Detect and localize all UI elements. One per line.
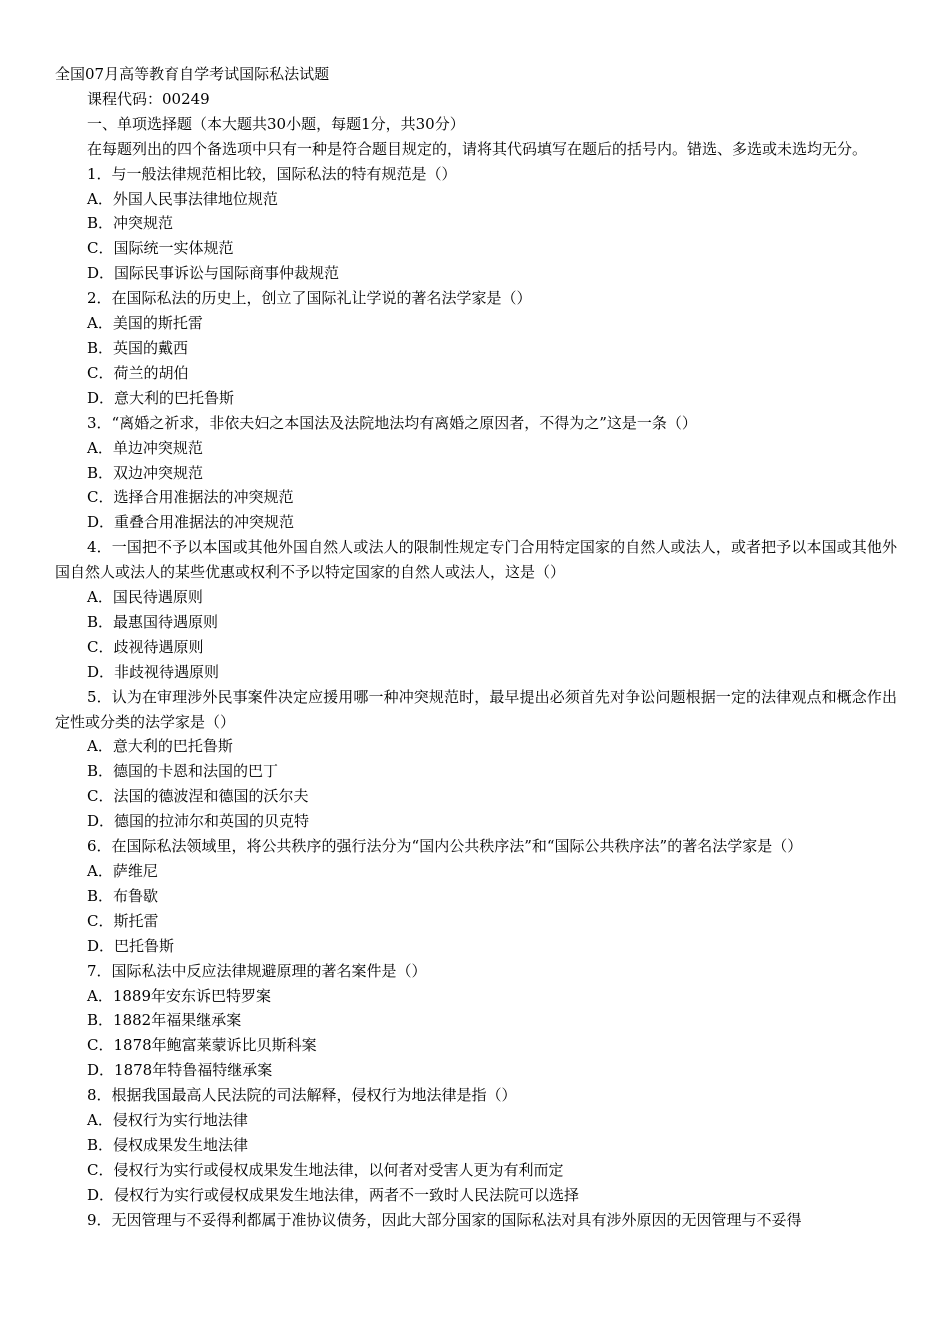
question-option: B．英国的戴西 [87, 338, 189, 357]
question-option: A．1889年安东诉巴特罗案 [87, 986, 272, 1005]
question-stem: 4．一国把不予以本国或其他外国自然人或法人的限制性规定专门合用特定国家的自然人或法人，或者把予以本国或其他外国自然人或法人的某些优惠或权利不予以特定国家的自然人或法人，这是（） [55, 538, 897, 582]
question-option: A．萨维尼 [87, 862, 158, 880]
question-option: A．意大利的巴托鲁斯 [87, 737, 233, 756]
question-1 [55, 162, 897, 287]
question-option: C．选择合用准据法的冲突规范 [87, 488, 294, 507]
question-option: B．双边冲突规范 [87, 463, 204, 482]
question-option: B．冲突规范 [87, 214, 174, 233]
question-option: A．外国人民事法律地位规范 [87, 189, 278, 208]
question-option: D．国际民事诉讼与国际商事仲裁规范 [87, 264, 340, 283]
question-option: D．非歧视待遇原则 [87, 662, 220, 681]
question-option: C．1878年鲍富莱蒙诉比贝斯科案 [87, 1036, 317, 1055]
question-2 [55, 286, 897, 411]
question-option: B．最惠国待遇原则 [87, 612, 219, 631]
question-stem: 1．与一般法律规范相比较，国际私法的特有规范是（） [87, 164, 457, 183]
question-option: C．斯托雷 [87, 911, 159, 930]
question-stem: 7．国际私法中反应法律规避原理的著名案件是（） [87, 961, 427, 980]
course-code: 课程代码：00249 [87, 89, 210, 108]
question-option: C．歧视待遇原则 [87, 637, 204, 656]
question-option: D．意大利的巴托鲁斯 [87, 388, 235, 407]
question-option: D．1878年特鲁福特继承案 [87, 1061, 273, 1080]
question-9 [55, 1208, 897, 1233]
question-7 [55, 959, 897, 1084]
question-option: D．重叠合用准据法的冲突规范 [87, 513, 295, 532]
question-option: C．侵权行为实行或侵权成果发生地法律，以何者对受害人更为有利而定 [87, 1160, 564, 1179]
question-option: B．德国的卡恩和法国的巴丁 [87, 762, 279, 781]
question-option: D．巴托鲁斯 [87, 936, 175, 955]
question-option: C．荷兰的胡伯 [87, 363, 189, 382]
question-8 [55, 1083, 897, 1208]
question-option: C．国际统一实体规范 [87, 239, 234, 258]
question-stem: 5．认为在审理涉外民事案件决定应援用哪一种冲突规范时，最早提出必须首先对争讼问题根据一定的法律观点和概念作出定性或分类的法学家是（） [55, 687, 897, 731]
question-6 [55, 834, 897, 959]
document-title: 全国07月高等教育自学考试国际私法试题 [55, 65, 330, 83]
question-option: D．侵权行为实行或侵权成果发生地法律，两者不一致时人民法院可以选择 [87, 1185, 580, 1204]
question-stem: 3．“离婚之祈求，非依夫妇之本国法及法院地法均有离婚之原因者，不得为之”这是一条（） [87, 413, 697, 432]
question-option: A．单边冲突规范 [87, 438, 203, 457]
question-stem: 6．在国际私法领域里，将公共秩序的强行法分为“国内公共秩序法”和“国际公共秩序法”的著名法学家是（） [87, 837, 803, 856]
question-3 [55, 411, 897, 536]
question-option: B．1882年福果继承案 [87, 1011, 242, 1030]
question-option: A．国民待遇原则 [87, 588, 203, 607]
question-option: B．布鲁歇 [87, 886, 159, 905]
question-option: A．侵权行为实行地法律 [87, 1111, 248, 1130]
instructions: 在每题列出的四个备选项中只有一种是符合题目规定的，请将其代码填写在题后的括号内。错选、多选或未选均无分。 [87, 139, 868, 158]
question-5 [55, 685, 897, 834]
question-stem: 2．在国际私法的历史上，创立了国际礼让学说的著名法学家是（） [87, 289, 532, 308]
question-option: D．德国的拉沛尔和英国的贝克特 [87, 812, 310, 831]
question-4 [55, 535, 897, 684]
question-stem: 9．无因管理与不妥得利都属于准协议债务，因此大部分国家的国际私法对具有涉外原因的无因管理与不妥得 [87, 1210, 802, 1229]
question-option: A．美国的斯托雷 [87, 314, 203, 333]
question-option: B．侵权成果发生地法律 [87, 1135, 249, 1154]
question-stem: 8．根据我国最高人民法院的司法解释，侵权行为地法律是指（） [87, 1086, 517, 1105]
section-heading: 一、单项选择题（本大题共30小题，每题1分，共30分） [87, 114, 465, 133]
document-page [55, 62, 897, 1233]
question-option: C．法国的德波涅和德国的沃尔夫 [87, 787, 309, 806]
